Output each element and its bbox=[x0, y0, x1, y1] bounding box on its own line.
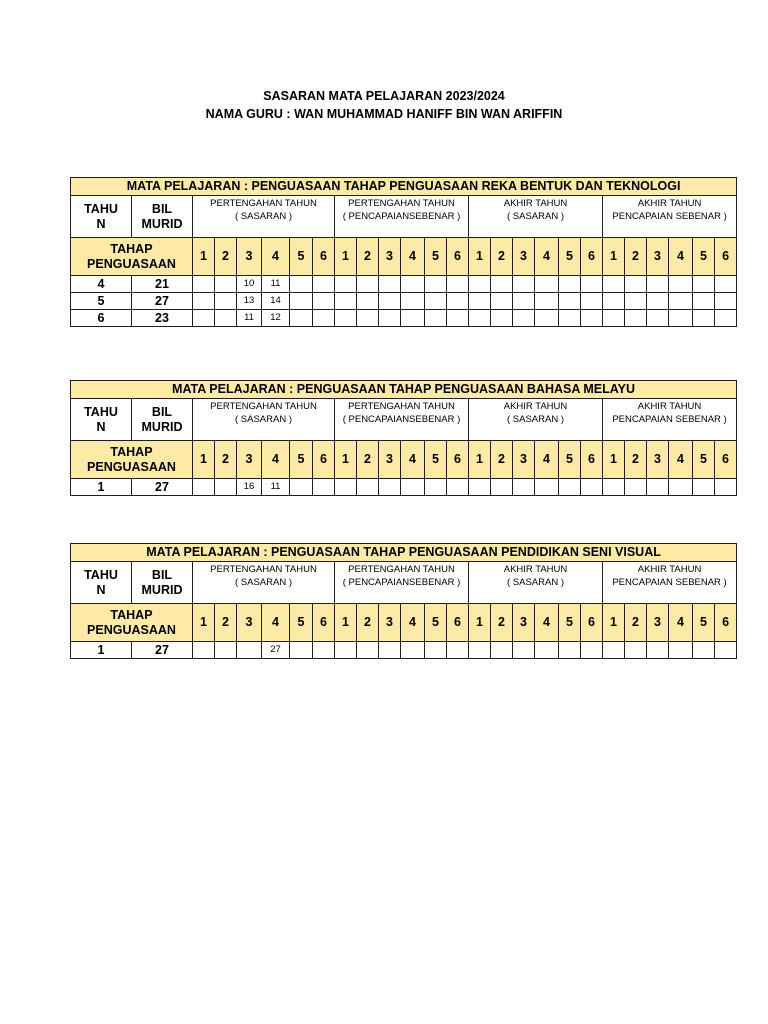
table-row bbox=[71, 293, 737, 310]
bil-murid-header bbox=[132, 562, 193, 604]
tahun-value: 6 bbox=[71, 310, 132, 327]
period-label: ( SASARAN ) bbox=[506, 413, 564, 425]
empty-cell bbox=[559, 479, 581, 496]
level-number: 4 bbox=[669, 238, 693, 276]
empty-cell bbox=[401, 276, 425, 293]
period-label: ( PENCAPAIANSEBENAR ) bbox=[342, 413, 461, 425]
level-number: 1 bbox=[469, 441, 491, 479]
level-number: 3 bbox=[647, 604, 669, 642]
level-number: 2 bbox=[357, 604, 379, 642]
empty-cell bbox=[581, 310, 603, 327]
empty-cell bbox=[715, 642, 737, 659]
period-header bbox=[603, 196, 737, 238]
period-label: PERTENGAHAN TAHUN bbox=[210, 564, 317, 575]
level-number: 4 bbox=[401, 604, 425, 642]
empty-cell bbox=[581, 293, 603, 310]
target-cell bbox=[237, 642, 262, 659]
empty-cell bbox=[425, 310, 447, 327]
tahun-label: N bbox=[96, 582, 106, 597]
empty-cell bbox=[447, 479, 469, 496]
empty-cell bbox=[669, 310, 693, 327]
empty-cell bbox=[693, 310, 715, 327]
tahun-value: 4 bbox=[71, 276, 132, 293]
target-cell: 11 bbox=[237, 310, 262, 327]
level-number: 5 bbox=[290, 604, 313, 642]
period-label: AKHIR TAHUN bbox=[637, 564, 702, 575]
empty-cell bbox=[491, 479, 513, 496]
level-number: 2 bbox=[215, 604, 237, 642]
period-label: ( SASARAN ) bbox=[234, 576, 292, 588]
period-label: ( PENCAPAIANSEBENAR ) bbox=[342, 576, 461, 588]
tahun-header bbox=[71, 196, 132, 238]
level-number: 5 bbox=[425, 604, 447, 642]
empty-cell bbox=[335, 293, 357, 310]
empty-cell bbox=[469, 293, 491, 310]
empty-cell bbox=[469, 642, 491, 659]
period-header bbox=[603, 399, 737, 441]
empty-cell bbox=[335, 642, 357, 659]
empty-cell bbox=[625, 642, 647, 659]
period-label: PERTENGAHAN TAHUN bbox=[210, 198, 317, 209]
period-label: PERTENGAHAN TAHUN bbox=[348, 564, 455, 575]
tahap-penguasaan-header bbox=[71, 238, 193, 276]
tahap-penguasaan-header bbox=[71, 604, 193, 642]
empty-cell bbox=[693, 642, 715, 659]
level-number: 6 bbox=[313, 238, 335, 276]
empty-cell bbox=[647, 642, 669, 659]
empty-cell bbox=[559, 642, 581, 659]
level-number: 5 bbox=[290, 441, 313, 479]
bil-label: MURID bbox=[141, 216, 183, 231]
empty-cell bbox=[357, 293, 379, 310]
level-number: 4 bbox=[262, 604, 290, 642]
tahap-label: TAHAP bbox=[110, 242, 153, 257]
bil-murid-value: 21 bbox=[132, 276, 193, 293]
subject-table bbox=[70, 543, 737, 659]
empty-cell bbox=[625, 293, 647, 310]
table-row bbox=[71, 310, 737, 327]
empty-cell bbox=[603, 310, 625, 327]
empty-cell bbox=[469, 276, 491, 293]
bil-murid-header bbox=[132, 196, 193, 238]
empty-cell bbox=[603, 642, 625, 659]
empty-cell bbox=[535, 310, 559, 327]
empty-cell bbox=[715, 276, 737, 293]
tahun-value: 1 bbox=[71, 642, 132, 659]
level-number: 3 bbox=[379, 238, 401, 276]
period-label: ( SASARAN ) bbox=[506, 576, 564, 588]
empty-cell bbox=[669, 293, 693, 310]
empty-cell bbox=[335, 479, 357, 496]
target-cell: 11 bbox=[262, 276, 290, 293]
period-label: AKHIR TAHUN bbox=[503, 401, 568, 412]
level-number: 2 bbox=[215, 238, 237, 276]
bil-label: BIL bbox=[151, 405, 173, 420]
level-number: 1 bbox=[469, 604, 491, 642]
table-row bbox=[71, 479, 737, 496]
level-number: 6 bbox=[313, 441, 335, 479]
subject-table bbox=[70, 177, 737, 327]
tahun-header bbox=[71, 562, 132, 604]
empty-cell bbox=[447, 293, 469, 310]
tahun-value: 5 bbox=[71, 293, 132, 310]
empty-cell bbox=[290, 642, 313, 659]
empty-cell bbox=[491, 276, 513, 293]
empty-cell bbox=[379, 479, 401, 496]
empty-cell bbox=[313, 310, 335, 327]
subject-title: MATA PELAJARAN : PENGUASAAN TAHAP PENGUASAAN REKA BENTUK DAN TEKNOLOGI bbox=[71, 178, 737, 196]
bil-murid-value: 27 bbox=[132, 479, 193, 496]
level-number: 2 bbox=[357, 441, 379, 479]
period-label: AKHIR TAHUN bbox=[503, 564, 568, 575]
target-cell bbox=[215, 642, 237, 659]
level-number: 5 bbox=[693, 604, 715, 642]
period-header bbox=[469, 399, 603, 441]
level-number: 6 bbox=[715, 238, 737, 276]
subject-title: MATA PELAJARAN : PENGUASAAN TAHAP PENGUASAAN PENDIDIKAN SENI VISUAL bbox=[71, 544, 737, 562]
level-number: 3 bbox=[513, 441, 535, 479]
period-header bbox=[335, 399, 469, 441]
target-cell: 14 bbox=[262, 293, 290, 310]
tahun-label: TAHU bbox=[84, 202, 118, 217]
level-number: 2 bbox=[625, 604, 647, 642]
period-label: PERTENGAHAN TAHUN bbox=[348, 198, 455, 209]
period-header bbox=[603, 562, 737, 604]
empty-cell bbox=[513, 310, 535, 327]
level-number: 6 bbox=[447, 238, 469, 276]
empty-cell bbox=[535, 479, 559, 496]
level-number: 6 bbox=[715, 604, 737, 642]
level-number: 3 bbox=[379, 441, 401, 479]
tahap-label: TAHAP bbox=[110, 445, 153, 460]
empty-cell bbox=[447, 642, 469, 659]
target-cell bbox=[215, 310, 237, 327]
tahun-label: TAHU bbox=[84, 568, 118, 583]
tahun-header bbox=[71, 399, 132, 441]
level-number: 3 bbox=[647, 238, 669, 276]
empty-cell bbox=[290, 479, 313, 496]
level-number: 3 bbox=[513, 604, 535, 642]
level-number: 6 bbox=[581, 441, 603, 479]
level-number: 1 bbox=[193, 441, 215, 479]
empty-cell bbox=[491, 642, 513, 659]
level-number: 6 bbox=[313, 604, 335, 642]
bil-label: BIL bbox=[151, 568, 173, 583]
level-number: 1 bbox=[193, 238, 215, 276]
level-number: 1 bbox=[193, 604, 215, 642]
tahap-penguasaan-header bbox=[71, 441, 193, 479]
period-label: PENCAPAIAN SEBENAR ) bbox=[612, 210, 727, 222]
level-number: 6 bbox=[581, 238, 603, 276]
target-cell bbox=[193, 293, 215, 310]
level-number: 1 bbox=[469, 238, 491, 276]
empty-cell bbox=[425, 479, 447, 496]
bil-label: BIL bbox=[151, 202, 173, 217]
bil-murid-value: 27 bbox=[132, 642, 193, 659]
bil-murid-value: 27 bbox=[132, 293, 193, 310]
level-number: 4 bbox=[669, 604, 693, 642]
tahap-label: TAHAP bbox=[110, 608, 153, 623]
empty-cell bbox=[647, 276, 669, 293]
period-header bbox=[193, 196, 335, 238]
level-number: 3 bbox=[379, 604, 401, 642]
bil-murid-value: 23 bbox=[132, 310, 193, 327]
empty-cell bbox=[647, 479, 669, 496]
empty-cell bbox=[535, 642, 559, 659]
tahap-label: PENGUASAAN bbox=[87, 622, 176, 637]
empty-cell bbox=[290, 293, 313, 310]
tahun-label: N bbox=[96, 216, 106, 231]
empty-cell bbox=[491, 310, 513, 327]
empty-cell bbox=[425, 276, 447, 293]
level-number: 4 bbox=[262, 441, 290, 479]
tahap-label: PENGUASAAN bbox=[87, 256, 176, 271]
level-number: 6 bbox=[581, 604, 603, 642]
bil-murid-header bbox=[132, 399, 193, 441]
empty-cell bbox=[379, 293, 401, 310]
empty-cell bbox=[513, 479, 535, 496]
target-cell bbox=[215, 293, 237, 310]
period-label: PERTENGAHAN TAHUN bbox=[348, 401, 455, 412]
period-label: ( SASARAN ) bbox=[506, 210, 564, 222]
target-cell: 27 bbox=[262, 642, 290, 659]
target-cell: 13 bbox=[237, 293, 262, 310]
empty-cell bbox=[335, 276, 357, 293]
level-number: 5 bbox=[693, 441, 715, 479]
period-label: ( PENCAPAIANSEBENAR ) bbox=[342, 210, 461, 222]
empty-cell bbox=[669, 642, 693, 659]
level-number: 6 bbox=[715, 441, 737, 479]
empty-cell bbox=[313, 293, 335, 310]
empty-cell bbox=[693, 479, 715, 496]
level-number: 1 bbox=[335, 441, 357, 479]
teacher-name: NAMA GURU : WAN MUHAMMAD HANIFF BIN WAN ARIFFIN bbox=[205, 107, 563, 121]
level-number: 2 bbox=[357, 238, 379, 276]
level-number: 6 bbox=[447, 604, 469, 642]
target-cell: 12 bbox=[262, 310, 290, 327]
tahun-label: TAHU bbox=[84, 405, 118, 420]
empty-cell bbox=[625, 276, 647, 293]
empty-cell bbox=[425, 642, 447, 659]
level-number: 4 bbox=[669, 441, 693, 479]
level-number: 2 bbox=[491, 238, 513, 276]
period-label: ( SASARAN ) bbox=[234, 210, 292, 222]
tahun-label: N bbox=[96, 419, 106, 434]
level-number: 5 bbox=[290, 238, 313, 276]
level-number: 1 bbox=[603, 238, 625, 276]
empty-cell bbox=[535, 293, 559, 310]
period-label: ( SASARAN ) bbox=[234, 413, 292, 425]
empty-cell bbox=[559, 276, 581, 293]
empty-cell bbox=[313, 479, 335, 496]
level-number: 5 bbox=[559, 441, 581, 479]
target-cell bbox=[193, 310, 215, 327]
level-number: 3 bbox=[237, 441, 262, 479]
empty-cell bbox=[290, 276, 313, 293]
period-label: PERTENGAHAN TAHUN bbox=[210, 401, 317, 412]
target-cell: 16 bbox=[237, 479, 262, 496]
subject-table bbox=[70, 380, 737, 496]
level-number: 2 bbox=[491, 441, 513, 479]
empty-cell bbox=[647, 310, 669, 327]
empty-cell bbox=[313, 276, 335, 293]
empty-cell bbox=[401, 479, 425, 496]
empty-cell bbox=[535, 276, 559, 293]
empty-cell bbox=[715, 293, 737, 310]
empty-cell bbox=[357, 276, 379, 293]
level-number: 4 bbox=[401, 238, 425, 276]
level-number: 1 bbox=[335, 604, 357, 642]
empty-cell bbox=[469, 310, 491, 327]
empty-cell bbox=[669, 479, 693, 496]
empty-cell bbox=[379, 276, 401, 293]
empty-cell bbox=[491, 293, 513, 310]
period-label: AKHIR TAHUN bbox=[637, 198, 702, 209]
empty-cell bbox=[357, 642, 379, 659]
empty-cell bbox=[603, 479, 625, 496]
period-label: PENCAPAIAN SEBENAR ) bbox=[612, 413, 727, 425]
empty-cell bbox=[379, 642, 401, 659]
level-number: 5 bbox=[425, 238, 447, 276]
empty-cell bbox=[313, 642, 335, 659]
level-number: 1 bbox=[603, 604, 625, 642]
empty-cell bbox=[559, 293, 581, 310]
tahun-value: 1 bbox=[71, 479, 132, 496]
empty-cell bbox=[357, 479, 379, 496]
target-cell bbox=[215, 276, 237, 293]
period-header bbox=[193, 562, 335, 604]
period-label: PENCAPAIAN SEBENAR ) bbox=[612, 576, 727, 588]
level-number: 4 bbox=[535, 604, 559, 642]
empty-cell bbox=[625, 479, 647, 496]
empty-cell bbox=[693, 276, 715, 293]
empty-cell bbox=[513, 276, 535, 293]
level-number: 1 bbox=[603, 441, 625, 479]
empty-cell bbox=[603, 276, 625, 293]
level-number: 4 bbox=[262, 238, 290, 276]
target-cell: 11 bbox=[262, 479, 290, 496]
document-title: SASARAN MATA PELAJARAN 2023/2024 bbox=[263, 89, 505, 103]
period-header bbox=[469, 196, 603, 238]
target-cell bbox=[193, 642, 215, 659]
level-number: 2 bbox=[491, 604, 513, 642]
table-row bbox=[71, 642, 737, 659]
period-header bbox=[335, 562, 469, 604]
level-number: 4 bbox=[535, 238, 559, 276]
subject-title: MATA PELAJARAN : PENGUASAAN TAHAP PENGUASAAN BAHASA MELAYU bbox=[71, 381, 737, 399]
empty-cell bbox=[513, 293, 535, 310]
tahap-label: PENGUASAAN bbox=[87, 459, 176, 474]
level-number: 3 bbox=[647, 441, 669, 479]
level-number: 2 bbox=[625, 238, 647, 276]
empty-cell bbox=[401, 642, 425, 659]
level-number: 4 bbox=[401, 441, 425, 479]
empty-cell bbox=[379, 310, 401, 327]
empty-cell bbox=[581, 276, 603, 293]
level-number: 2 bbox=[625, 441, 647, 479]
level-number: 1 bbox=[335, 238, 357, 276]
empty-cell bbox=[559, 310, 581, 327]
period-label: AKHIR TAHUN bbox=[503, 198, 568, 209]
level-number: 4 bbox=[535, 441, 559, 479]
level-number: 6 bbox=[447, 441, 469, 479]
empty-cell bbox=[401, 310, 425, 327]
empty-cell bbox=[625, 310, 647, 327]
empty-cell bbox=[715, 479, 737, 496]
level-number: 2 bbox=[215, 441, 237, 479]
level-number: 3 bbox=[513, 238, 535, 276]
level-number: 3 bbox=[237, 238, 262, 276]
empty-cell bbox=[469, 479, 491, 496]
empty-cell bbox=[693, 293, 715, 310]
bil-label: MURID bbox=[141, 582, 183, 597]
level-number: 5 bbox=[425, 441, 447, 479]
target-cell bbox=[193, 276, 215, 293]
empty-cell bbox=[669, 276, 693, 293]
empty-cell bbox=[401, 293, 425, 310]
level-number: 3 bbox=[237, 604, 262, 642]
empty-cell bbox=[290, 310, 313, 327]
empty-cell bbox=[513, 642, 535, 659]
level-number: 5 bbox=[559, 238, 581, 276]
empty-cell bbox=[335, 310, 357, 327]
empty-cell bbox=[447, 276, 469, 293]
target-cell bbox=[215, 479, 237, 496]
empty-cell bbox=[357, 310, 379, 327]
target-cell: 10 bbox=[237, 276, 262, 293]
target-cell bbox=[193, 479, 215, 496]
period-label: AKHIR TAHUN bbox=[637, 401, 702, 412]
period-header bbox=[193, 399, 335, 441]
bil-label: MURID bbox=[141, 419, 183, 434]
empty-cell bbox=[647, 293, 669, 310]
empty-cell bbox=[581, 642, 603, 659]
empty-cell bbox=[447, 310, 469, 327]
empty-cell bbox=[581, 479, 603, 496]
period-header bbox=[469, 562, 603, 604]
level-number: 5 bbox=[559, 604, 581, 642]
period-header bbox=[335, 196, 469, 238]
level-number: 5 bbox=[693, 238, 715, 276]
empty-cell bbox=[715, 310, 737, 327]
empty-cell bbox=[425, 293, 447, 310]
empty-cell bbox=[603, 293, 625, 310]
table-row bbox=[71, 276, 737, 293]
